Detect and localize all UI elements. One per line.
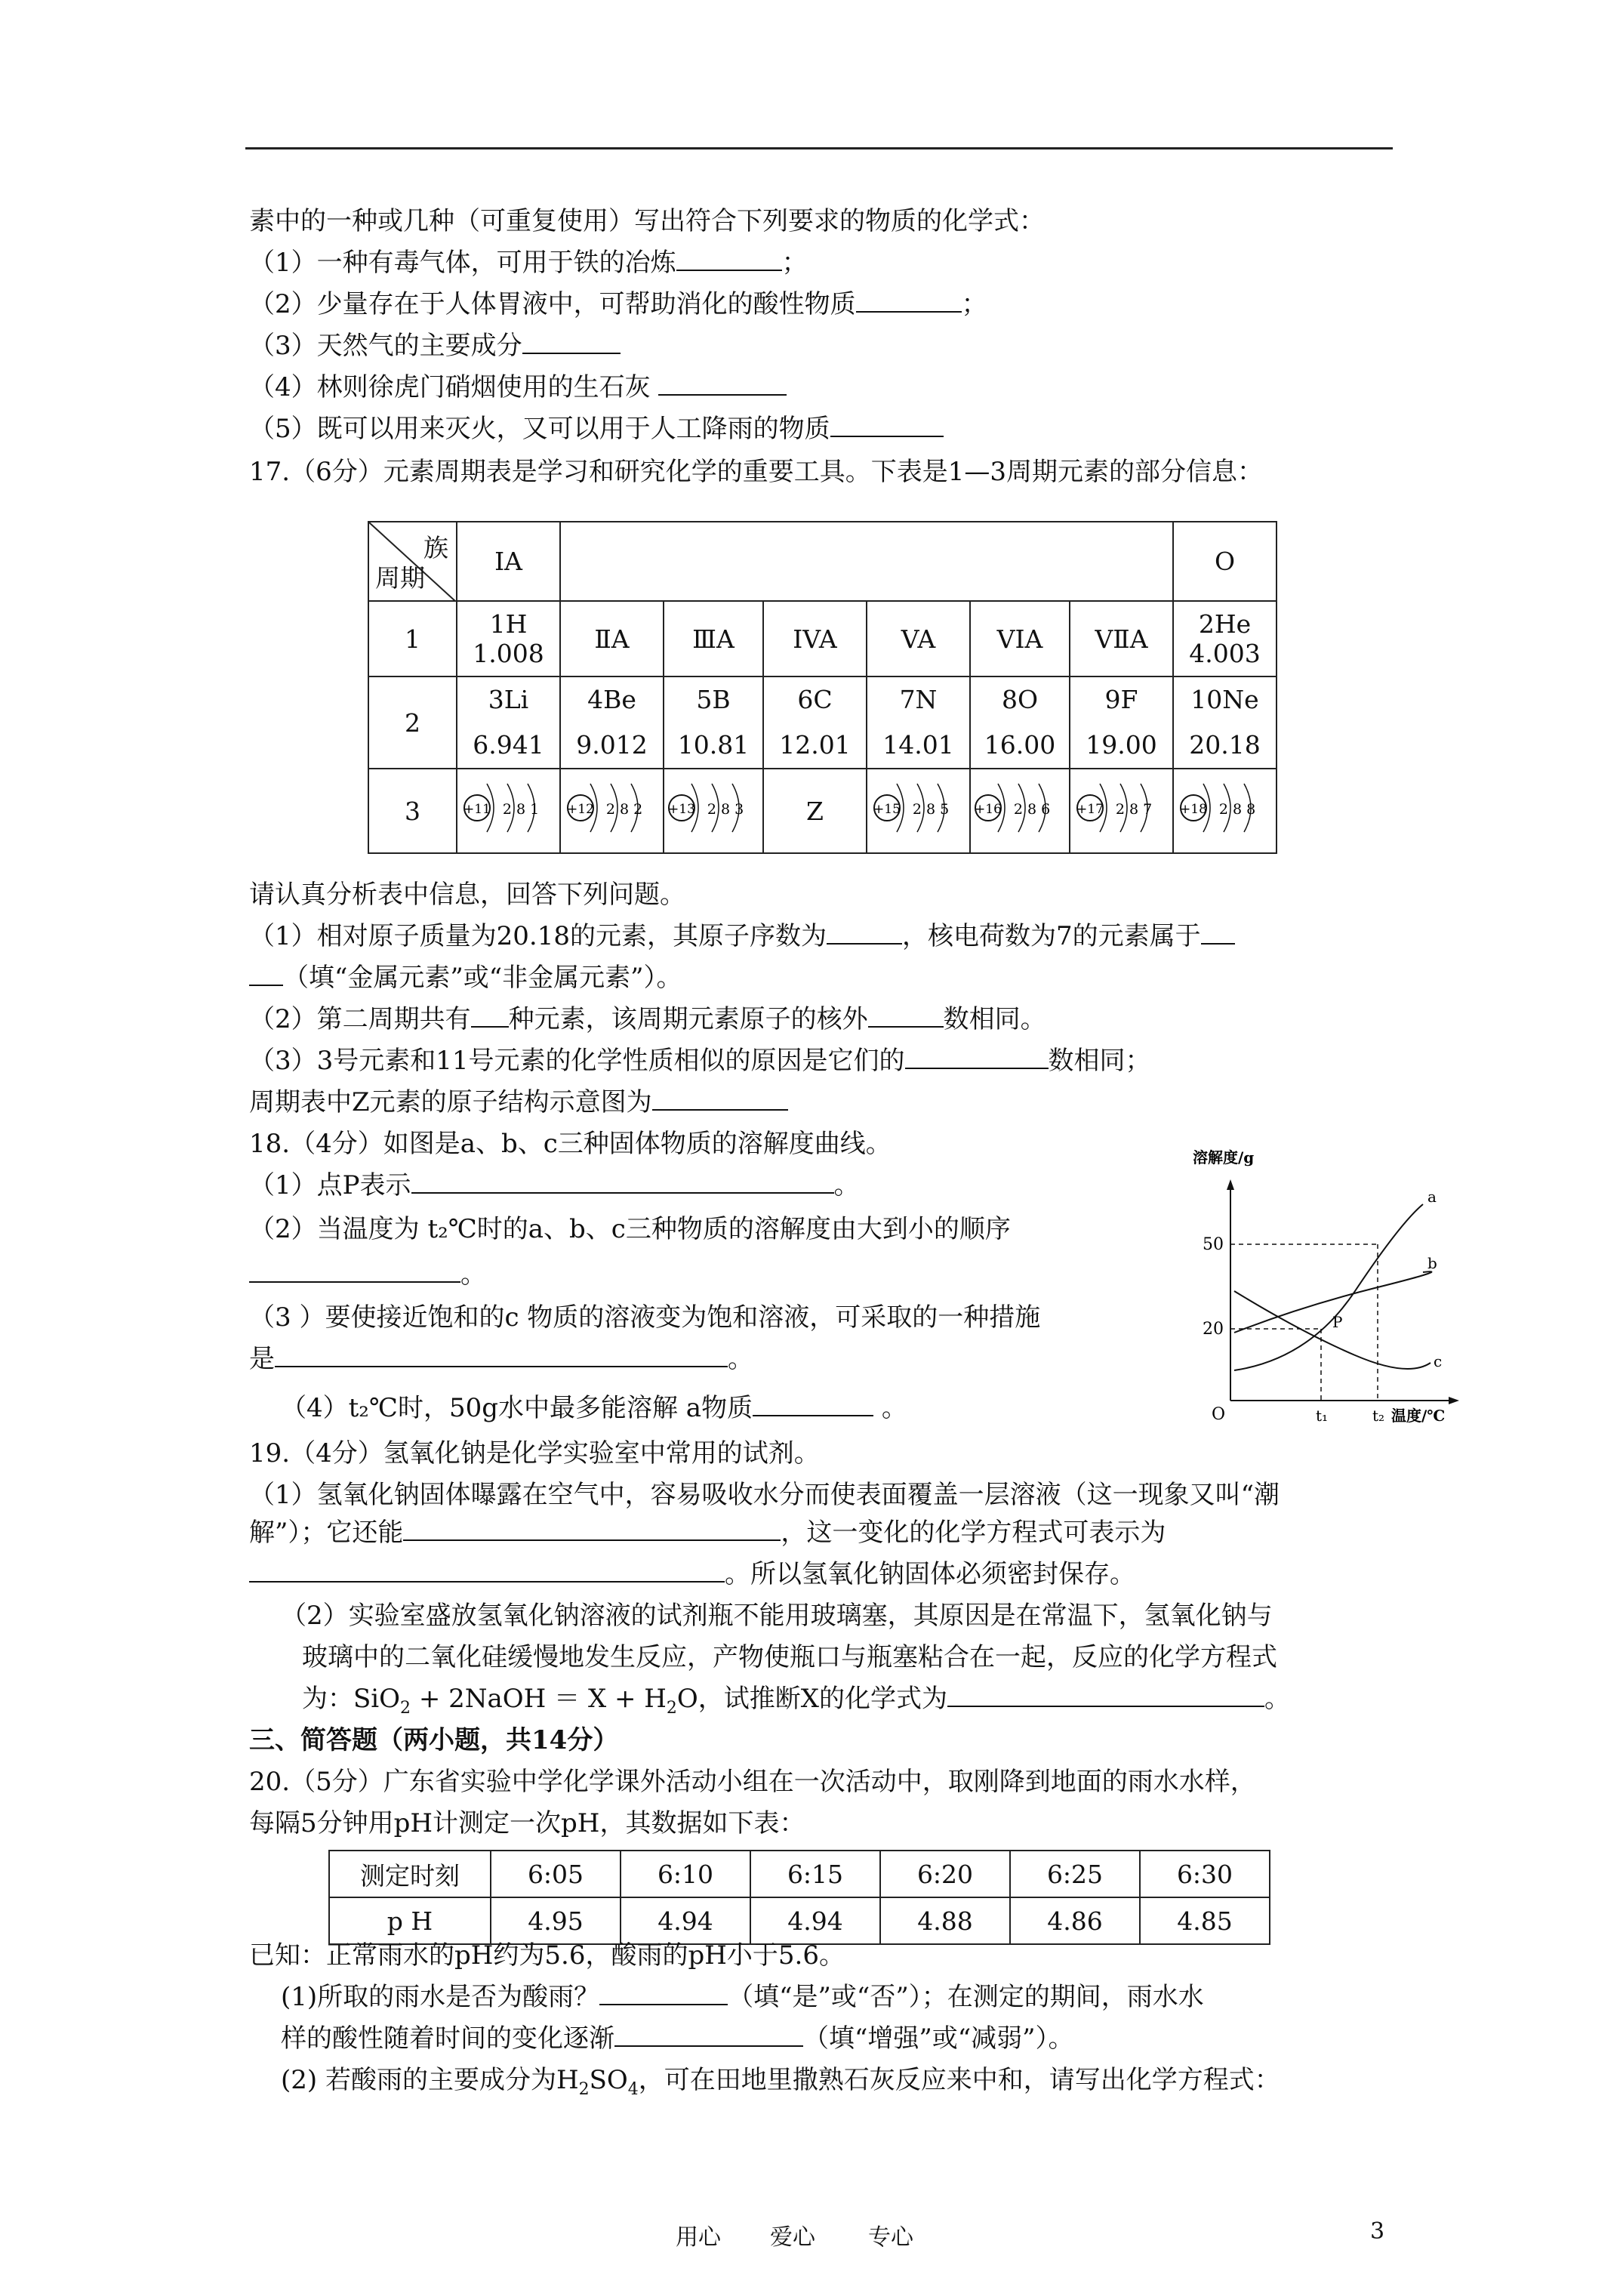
curve-c-label: c	[1434, 1352, 1443, 1370]
answer-blank[interactable]	[403, 1514, 781, 1541]
q19-1c: 。所以氢氧化钠固体必须密封保存。	[249, 1555, 1135, 1593]
q19-2a: （2）实验室盛放氢氧化钠溶液的试剂瓶不能用玻璃塞，其原因是在常温下，氢氧化钠与	[281, 1601, 1273, 1631]
answer-blank[interactable]	[905, 1042, 1049, 1069]
period-3: 3	[368, 769, 457, 853]
ph-time-cell: 6:30	[1140, 1851, 1270, 1897]
element-mass: 16.00	[984, 730, 1056, 760]
element-mass: 20.18	[1189, 730, 1261, 760]
atom-structure-cell	[1070, 769, 1173, 853]
ph-time-cell: 6:20	[880, 1851, 1010, 1897]
element-cell	[457, 676, 560, 769]
answer-blank[interactable]	[249, 1256, 460, 1283]
answer-blank[interactable]	[827, 917, 902, 945]
answer-blank[interactable]	[249, 959, 283, 986]
atom-diagram	[1073, 770, 1170, 846]
group-o: O	[1173, 522, 1277, 601]
element-mass: 19.00	[1086, 730, 1157, 760]
ph-value-cell: 4.95	[491, 1897, 621, 1944]
origin-label: O	[1212, 1405, 1226, 1424]
x-axis-arrow	[1449, 1397, 1459, 1404]
element-z-label: Z	[806, 796, 824, 826]
header-rule	[245, 147, 1393, 149]
electron-config: 2 8 1	[502, 801, 539, 818]
element-symbol: 2He	[1198, 609, 1252, 639]
answer-blank[interactable]	[830, 410, 944, 437]
answer-blank[interactable]	[753, 1389, 873, 1416]
atom-diagram	[665, 770, 762, 846]
answer-blank[interactable]	[471, 1000, 509, 1028]
nuclear-charge: +17	[1076, 802, 1104, 817]
element-symbol: 3Li	[488, 685, 529, 714]
group-iiia: ⅢA	[664, 601, 763, 676]
element-mass: 1.008	[473, 639, 544, 668]
q20-1a: (1)所取的雨水是否为酸雨？ （填“是”或“否”）；在测定的期间，雨水水	[281, 1978, 1204, 2016]
element-symbol: 10Ne	[1190, 685, 1259, 714]
atom-structure-cell	[560, 769, 664, 853]
element-cell	[560, 676, 664, 769]
group-va: VA	[867, 601, 970, 676]
footer-left: 用心	[676, 2224, 721, 2251]
answer-blank[interactable]	[1201, 917, 1235, 945]
element-mass: 12.01	[779, 730, 851, 760]
q19-1a: （1）氢氧化钠固体曝露在空气中，容易吸收水分而使表面覆盖一层溶液（这一现象又叫“潮	[249, 1480, 1280, 1510]
q17-1: （1）相对原子质量为20.18的元素，其原子序数为 ，核电荷数为7的元素属于	[249, 917, 1235, 955]
section-3-title: 三、简答题（两小题，共14分）	[249, 1725, 619, 1755]
element-cell	[763, 676, 867, 769]
curve-b-label: b	[1427, 1254, 1437, 1272]
page-number: 3	[1370, 2218, 1385, 2245]
q16-5: （5）既可以用来灭火，又可以用于人工降雨的物质	[249, 410, 944, 448]
footer-mid: 爱心	[770, 2224, 815, 2251]
element-symbol: 4Be	[587, 685, 636, 714]
solubility-graph	[1189, 1148, 1468, 1427]
atom-structure-cell	[664, 769, 763, 853]
q18-1: （1）点P表示 。	[249, 1166, 860, 1204]
curve-a-label: a	[1427, 1188, 1437, 1206]
electron-config: 2 8 5	[912, 801, 949, 818]
q17-3: （3）3号元素和11号元素的化学性质相似的原因是它们的 数相同；	[249, 1042, 1151, 1080]
nuclear-charge: +18	[1179, 802, 1207, 817]
answer-blank[interactable]	[599, 1978, 728, 2005]
q19-2b: 玻璃中的二氧化硅缓慢地发生反应，产物使瓶口与瓶塞粘合在一起，反应的化学方程式	[302, 1642, 1277, 1672]
curve-a	[1234, 1204, 1423, 1370]
point-p-label: P	[1332, 1313, 1343, 1331]
atom-structure-cell	[763, 769, 867, 853]
periodic-table	[368, 521, 1277, 854]
element-symbol: 9F	[1104, 685, 1138, 714]
q18-title: 18.（4分）如图是a、b、c三种固体物质的溶解度曲线。	[249, 1129, 892, 1159]
group-viia: VⅡA	[1070, 601, 1173, 676]
q16-4: （4）林则徐虎门硝烟使用的生石灰	[249, 368, 787, 406]
x-tick-t2: t₂	[1372, 1407, 1385, 1425]
q19-title: 19.（4分）氢氧化钠是化学实验室中常用的试剂。	[249, 1438, 820, 1469]
q17-3b: 周期表中Z元素的原子结构示意图为	[249, 1083, 788, 1121]
answer-blank[interactable]	[676, 244, 782, 271]
answer-blank[interactable]	[856, 285, 962, 313]
q17-prompt: 请认真分析表中信息，回答下列问题。	[249, 880, 685, 910]
answer-blank[interactable]	[658, 368, 787, 396]
element-cell	[1070, 676, 1173, 769]
ph-value-cell: 4.94	[750, 1897, 880, 1944]
answer-blank[interactable]	[947, 1680, 1264, 1707]
y-label: 溶解度/g	[1193, 1148, 1255, 1166]
electron-config: 2 8 7	[1115, 801, 1152, 818]
q17-1b: （填“金属元素”或“非金属元素”）。	[249, 959, 682, 997]
corner-cell	[368, 522, 457, 601]
element-symbol: 6C	[797, 685, 833, 714]
x-tick-t1: t₁	[1316, 1407, 1329, 1425]
x-label: 温度/℃	[1391, 1407, 1446, 1425]
q20-2: (2) 若酸雨的主要成分为$H_2SO_4$，可在田地里撒熟石灰反应来中和，请写出化学方程式：	[281, 2065, 1280, 2099]
group-iva: IVA	[763, 601, 867, 676]
y-tick-20: 20	[1203, 1320, 1224, 1339]
footer-right: 专心	[868, 2224, 913, 2251]
electron-config: 2 8 6	[1013, 801, 1051, 818]
element-symbol: 8O	[1001, 685, 1039, 714]
q16-2: （2）少量存在于人体胃液中，可帮助消化的酸性物质 ；	[249, 285, 987, 323]
element-cell	[867, 676, 970, 769]
q18-2b: 。	[249, 1256, 486, 1293]
q20-known: 已知：正常雨水的pH约为5.6，酸雨的pH小于5.6。	[249, 1940, 845, 1971]
nuclear-charge: +16	[975, 802, 1002, 817]
q20-line2: 每隔5分钟用pH计测定一次pH，其数据如下表：	[249, 1808, 805, 1838]
group-via: VIA	[970, 601, 1070, 676]
element-cell	[970, 676, 1070, 769]
corner-period-label: 周期	[375, 563, 425, 593]
q19-2c: 为：SiO$_2$ + 2NaOH ＝ $X + H_2O$，试推断X的化学式为 。	[302, 1680, 1290, 1727]
electron-config: 2 8 8	[1218, 801, 1255, 818]
group-ia: IA	[457, 522, 560, 601]
ph-value-cell: 4.88	[880, 1897, 1010, 1944]
electron-config: 2 8 2	[605, 801, 642, 818]
ph-value-cell: 4.86	[1010, 1897, 1140, 1944]
element-cell	[1173, 676, 1277, 769]
nuclear-charge: +15	[873, 802, 901, 817]
q18-2: （2）当温度为 t₂℃时的a、b、c三种物质的溶解度由大到小的顺序	[249, 1214, 1011, 1244]
ph-header-label: 测定时刻	[329, 1851, 491, 1897]
y-tick-50: 50	[1203, 1235, 1224, 1254]
element-mass: 9.012	[576, 730, 648, 760]
nuclear-charge: +12	[566, 802, 594, 817]
atom-diagram	[460, 770, 557, 846]
element-h	[457, 601, 560, 676]
q18-3: （3 ）要使接近饱和的c 物质的溶液变为饱和溶液，可采取的一种措施	[249, 1302, 1041, 1333]
atom-structure-cell	[1173, 769, 1277, 853]
element-mass: 10.81	[677, 730, 750, 760]
ph-time-cell: 6:25	[1010, 1851, 1140, 1897]
ph-table	[328, 1850, 1270, 1945]
answer-blank[interactable]	[275, 1340, 728, 1367]
atom-structure-cell	[867, 769, 970, 853]
answer-blank[interactable]	[249, 1555, 725, 1583]
q19-1b: 解”）；它还能 ，这一变化的化学方程式可表示为	[249, 1514, 1166, 1552]
element-cell	[664, 676, 763, 769]
element-symbol: 1H	[489, 609, 528, 639]
element-symbol: 7N	[899, 685, 938, 714]
period-1: 1	[368, 601, 457, 676]
q18-4: （4）t₂℃时，50g水中最多能溶解 a物质 。	[281, 1389, 907, 1427]
answer-blank[interactable]	[652, 1083, 788, 1111]
q16-3: （3）天然气的主要成分	[249, 327, 621, 365]
ph-value-cell: 4.94	[621, 1897, 750, 1944]
y-axis-arrow	[1227, 1179, 1234, 1190]
element-symbol: 5B	[696, 685, 731, 714]
period-2: 2	[368, 676, 457, 769]
element-he	[1173, 601, 1277, 676]
corner-group-label: 族	[423, 533, 448, 562]
q18-3b: 是 。	[249, 1340, 753, 1378]
atom-diagram	[972, 770, 1068, 846]
answer-blank[interactable]	[614, 2020, 803, 2047]
element-mass: 6.941	[473, 730, 544, 760]
atom-diagram	[870, 770, 967, 846]
atom-structure-cell	[970, 769, 1070, 853]
answer-blank[interactable]	[522, 327, 621, 354]
ph-row-label: p H	[329, 1897, 491, 1944]
atom-diagram	[1177, 770, 1273, 846]
intro-line: 素中的一种或几种（可重复使用）写出符合下列要求的物质的化学式：	[249, 206, 1045, 236]
ph-value-cell: 4.85	[1140, 1897, 1270, 1944]
nuclear-charge: +13	[668, 802, 695, 817]
atom-structure-cell	[457, 769, 560, 853]
element-mass: 4.003	[1189, 639, 1261, 668]
nuclear-charge: +11	[463, 802, 491, 817]
electron-config: 2 8 3	[707, 801, 744, 818]
answer-blank[interactable]	[868, 1000, 944, 1028]
q20-1b: 样的酸性随着时间的变化逐渐 （填“增强”或“减弱”）。	[281, 2020, 1074, 2057]
group-iia: ⅡA	[560, 601, 664, 676]
ph-time-cell: 6:10	[621, 1851, 750, 1897]
atom-diagram	[564, 770, 661, 846]
q16-1: （1）一种有毒气体，可用于铁的冶炼 ；	[249, 244, 808, 282]
ph-time-cell: 6:15	[750, 1851, 880, 1897]
element-mass: 14.01	[882, 730, 954, 760]
q17-title: 17.（6分）元素周期表是学习和研究化学的重要工具。下表是1—3周期元素的部分信息：	[249, 457, 1263, 487]
answer-blank[interactable]	[411, 1166, 834, 1194]
group-blank	[560, 522, 1173, 601]
q17-2: （2）第二周期共有 种元素，该周期元素原子的核外 数相同。	[249, 1000, 1046, 1038]
ph-time-cell: 6:05	[491, 1851, 621, 1897]
q20-title: 20.（5分）广东省实验中学化学课外活动小组在一次活动中，取刚降到地面的雨水水样，	[249, 1767, 1256, 1797]
